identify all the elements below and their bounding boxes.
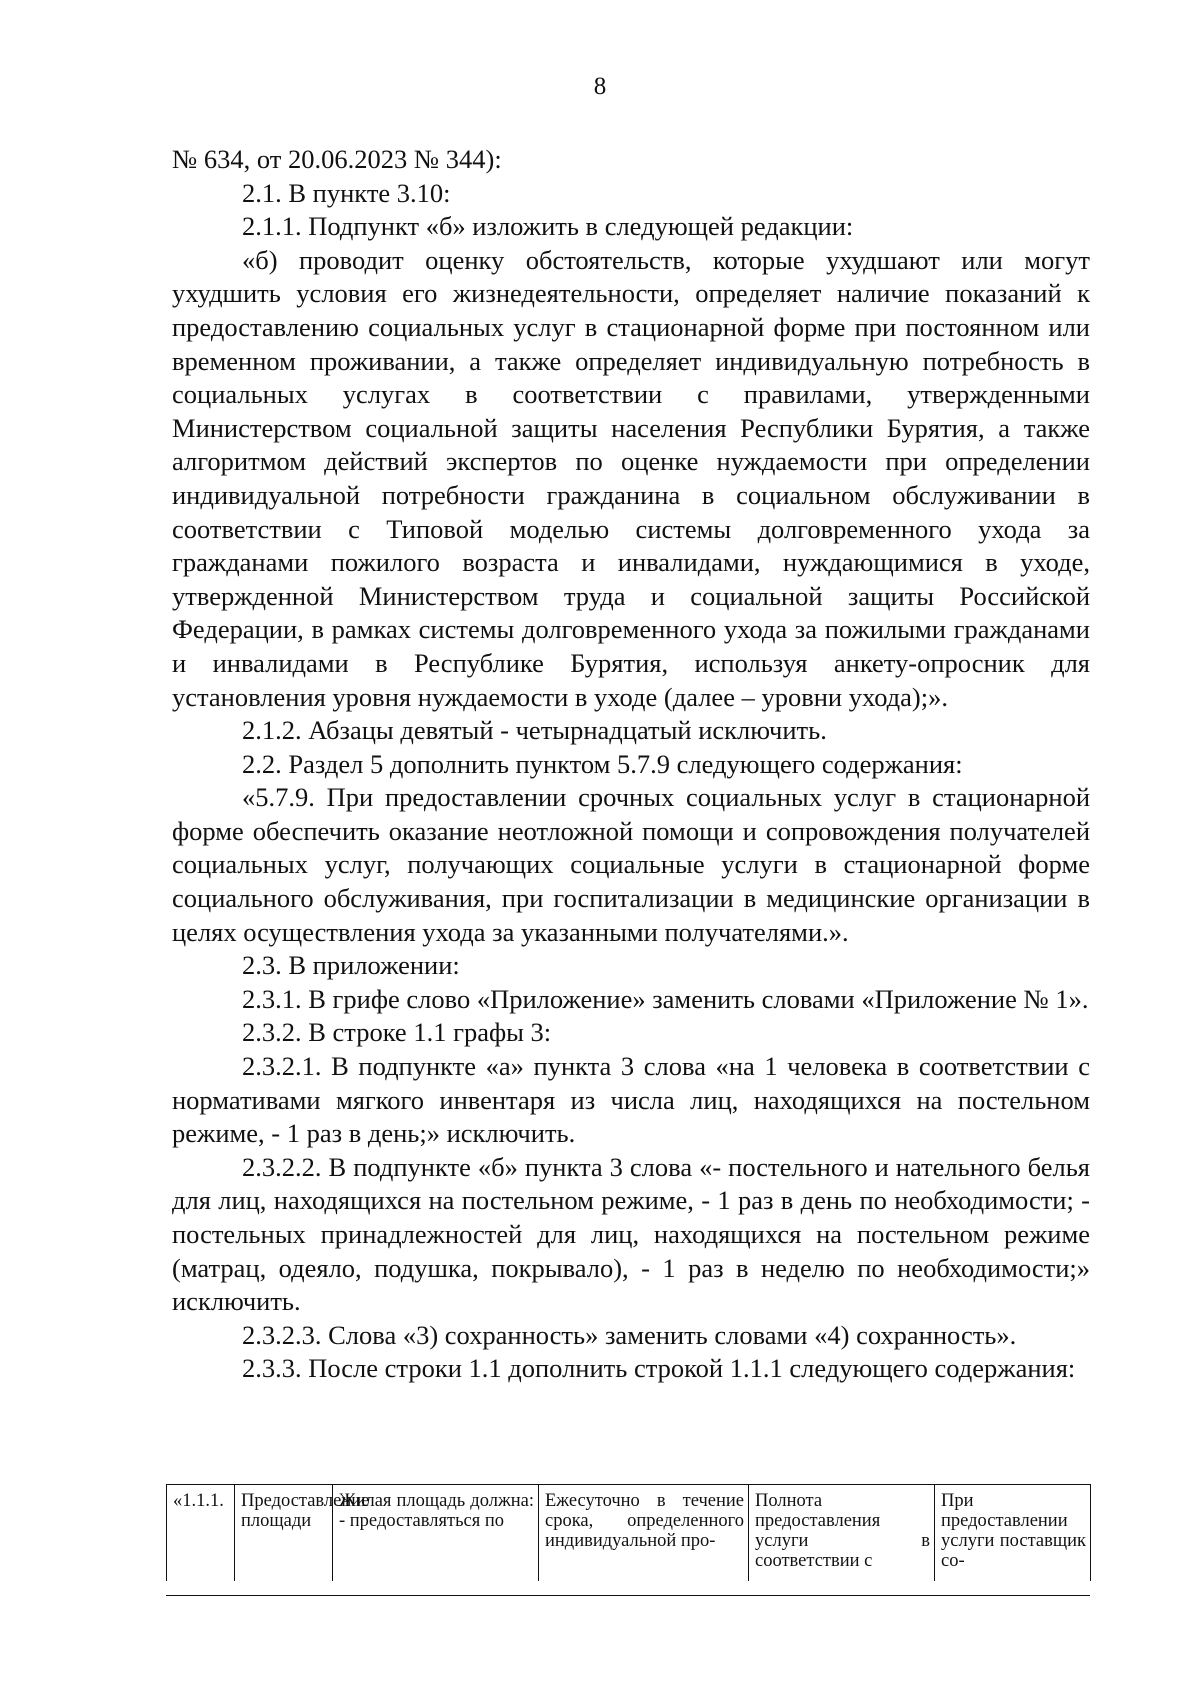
paragraph: 2.2. Раздел 5 дополнить пунктом 5.7.9 следующего содержания:: [242, 748, 963, 779]
services-table: [166, 1484, 1091, 1581]
paragraph: «5.7.9. При предоставлении срочных социальных услуг в стационарной форме обеспечить оказание неотложной помощи и сопровождения получателей социальных услуг, получающих социальные услуги в стационарной форме социального обслуживания, при госпитализации в медицинские организации в целях осуществления ухода за указанными получателями.».: [172, 782, 1090, 947]
table-cell-service: Предоставление площади: [235, 1485, 333, 1582]
paragraph: 2.3.1. В грифе слово «Приложение» заменить словами «Приложение № 1».: [242, 983, 1089, 1014]
paragraph: 2.3.2. В строке 1.1 графы 3:: [242, 1017, 552, 1048]
paragraph: 2.3.2.1. В подпункте «а» пункта 3 слова «на 1 человека в соответствии с нормативами мягкого инвентаря из числа лиц, находящихся на постельном режиме, - 1 раз в день;» исключить.: [172, 1051, 1090, 1149]
paragraph: 2.3. В приложении:: [242, 950, 460, 981]
table-cell-frequency: Ежесуточно в течение срока, определенного индивидуальной про-: [539, 1485, 749, 1582]
table-cell-conditions: При предоставлении услуги поставщик со-: [935, 1485, 1091, 1582]
paragraph: № 634, от 20.06.2023 № 344):: [172, 144, 502, 174]
table-cell-description: Жилая площадь должна: - предоставляться по: [333, 1485, 539, 1582]
table-row: [167, 1485, 1091, 1582]
paragraph: 2.1.2. Абзацы девятый - четырнадцатый исключить.: [242, 715, 827, 746]
page-number: 8: [593, 73, 607, 100]
paragraph: «б) проводит оценку обстоятельств, которые ухудшают или могут ухудшить условия его жизнедеятельности, определяет наличие показаний к предоставлению социальных услуг в стационарной форме при постоянном или временном проживании, а также определяет индивидуальную потребность в социальных услугах в соответствии с правилами, утвержденными Министерством социальной защиты населения Республики Бурятия, а также алгоритмом действий экспертов по оценке нуждаемости при определении индивидуальной потребности гражданина в социальном обслуживании в соответствии с Типовой моделью системы долговременного ухода за гражданами пожилого возраста и инвалидами, нуждающимися в уходе, утвержденной Министерством труда и социальной защиты Российской Федерации, в рамках системы долговременного ухода за пожилыми гражданами и инвалидами в Республике Бурятия, используя анкету-опросник для установления уровня нуждаемости в уходе (далее – уровни ухода);».: [172, 244, 1090, 712]
document-body: [172, 143, 1090, 1386]
paragraph: 2.3.3. После строки 1.1 дополнить строкой 1.1.1 следующего содержания:: [242, 1353, 1076, 1384]
table-cell-quality: Полнота предоставления услуги в соответствии с: [749, 1485, 935, 1582]
paragraph: 2.1.1. Подпункт «б» изложить в следующей редакции:: [242, 211, 854, 242]
paragraph: 2.1. В пункте 3.10:: [242, 177, 451, 208]
table-cell-number: «1.1.1.: [167, 1485, 235, 1582]
table-bottom-border: [166, 1595, 1090, 1596]
paragraph: 2.3.2.3. Слова «3) сохранность» заменить словами «4) сохранность».: [242, 1319, 1017, 1350]
paragraph: 2.3.2.2. В подпункте «б» пункта 3 слова «- постельного и нательного белья для лиц, находящихся на постельном режиме, - 1 раз в день по необходимости; - постельных принадлежностей для лиц, находящихся на постельном режиме (матрац, одеяло, подушка, покрывало), - 1 раз в неделю по необходимости;» исключить.: [172, 1151, 1090, 1317]
